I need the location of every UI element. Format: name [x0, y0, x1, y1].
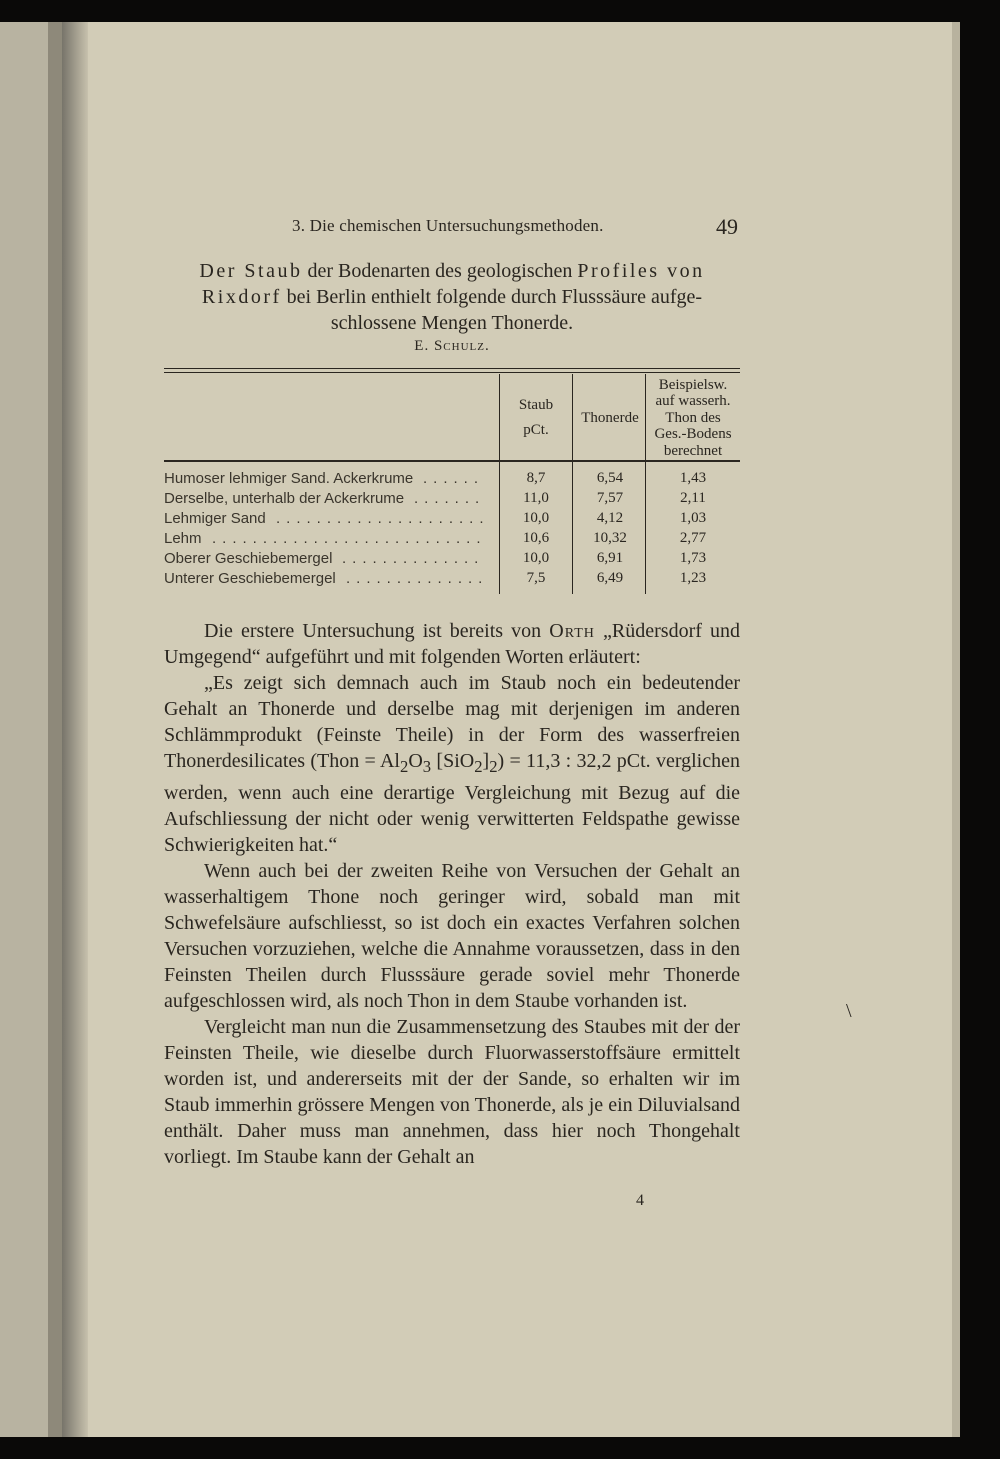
author-orth: Orth — [549, 620, 595, 642]
header-beispiel-4: Ges.-Bodens — [654, 426, 732, 442]
title-text: bei Berlin enthielt folgende durch Flusssäure aufge- — [281, 286, 703, 308]
cell-thonerde: 6,49 — [596, 570, 624, 586]
title-text: der Bodenarten des geologischen — [302, 260, 578, 282]
paragraph-1: Die erstere Untersuchung ist bereits von Orth „Rüdersdorf und Umgegend“ aufgeführt und mit folgenden Worten erläutert: — [164, 620, 741, 668]
cell-staub: 7,5 — [526, 570, 546, 586]
author: E. Schulz. — [414, 338, 490, 354]
table-row-label: Unterer Geschiebemergel .............. — [164, 570, 489, 587]
paragraph-4: Vergleicht man nun die Zusammensetzung des Staubes mit der der Feinsten Theile, wie dieselbe durch Fluorwasserstoffsäure ermittelt worden ist, und andererseits mit der der Sande, so erhalten wir im Staub immerhin grössere Mengen von Thonerde, als je ein Diluvialsand enthält. Daher muss man annehmen, dass hier noch Thongehalt vorliegt. Im Staube kann der Gehalt an — [164, 1016, 740, 1168]
title-spaced-profiles: Profiles von — [577, 260, 705, 282]
paragraph-2: „Es zeigt sich demnach auch im Staub noch ein bedeutender Gehalt an Thonerde und derselbe mag mit derjenigen im anderen Schlämmprodukt (Feinste Theile) in der Form des wasserfreien Thonerdesilicates (Thon = $Al_2O_3$ $[SiO_2]_2) = 11,3$ : 32,2 pCt. verglichen werden, wenn auch eine derartige Vergleichung mit Bezug auf die Aufschliessung der nicht oder wenig verwitterten Feldspathe gewisse Schwierigkeiten hat.“ — [164, 672, 740, 856]
body-text — [164, 618, 740, 1170]
table-row-label: Derselbe, unterhalb der Ackerkrume ....... — [164, 490, 486, 507]
title-spaced-rixdorf: Rixdorf — [201, 286, 282, 308]
cell-thon: 1,03 — [679, 510, 707, 526]
header-beispiel-1: Beispielsw. — [658, 377, 728, 393]
cell-thon: 1,43 — [679, 470, 707, 486]
signature-mark: 4 — [636, 1192, 644, 1209]
header-thonerde: Thonerde — [581, 410, 639, 426]
table-title-line-2 — [164, 284, 740, 310]
paragraph-3: Wenn auch bei der zweiten Reihe von Versuchen der Gehalt an wasserhaltigem Thone noch geringer wird, sobald man mit Schwefelsäure aufschliesst, so ist doch ein exactes Verfahren solchen Versuchen vorzuziehen, welche die Annahme voraussetzen, dass in den Feinsten Theilen durch Flusssäure gerade soviel mehr Thonerde aufgeschlossen wird, als noch Thon in dem Staube vorhanden ist. — [164, 860, 740, 1012]
cell-thonerde: 10,32 — [593, 530, 627, 546]
cell-staub: 10,6 — [522, 530, 550, 546]
page-right-edge — [952, 22, 960, 1437]
table-row-label: Oberer Geschiebemergel .............. — [164, 550, 485, 567]
title-spaced-staub: Der Staub — [199, 260, 303, 282]
header-staub: Staub — [518, 397, 554, 413]
table-column-divider — [499, 374, 500, 594]
dot-leader: ..................... — [276, 510, 490, 527]
header-beispiel-3: Thon des — [665, 410, 721, 426]
cell-thon: 1,73 — [679, 550, 707, 566]
header-beispiel-5: berechnet — [663, 443, 723, 459]
cell-thonerde: 4,12 — [596, 510, 624, 526]
page-number: 49 — [716, 214, 738, 239]
left-page-fold — [48, 22, 62, 1437]
table-header-rule — [164, 460, 740, 462]
table-title-line-3: schlossene Mengen Thonerde. — [330, 312, 574, 334]
cell-thonerde: 6,91 — [596, 550, 624, 566]
book-spine — [62, 22, 88, 1437]
header-beispiel-2: auf wasserh. — [655, 393, 731, 409]
header-staub-unit: pCt. — [523, 422, 549, 438]
table-row-label: Lehmiger Sand ..................... — [164, 510, 490, 527]
dot-leader: ...... — [423, 470, 485, 487]
table-row-label: Humoser lehmiger Sand. Ackerkrume ...... — [164, 470, 485, 487]
table-row-label: Lehm ........................... — [164, 530, 487, 547]
cell-staub: 11,0 — [523, 490, 549, 506]
cell-thon: 2,77 — [679, 530, 707, 546]
running-head: 3. Die chemischen Untersuchungsmethoden. — [292, 216, 604, 235]
dot-leader: .............. — [346, 570, 489, 587]
table-column-divider — [572, 374, 573, 594]
dot-leader: ....... — [414, 490, 486, 507]
cell-staub: 10,0 — [522, 550, 550, 566]
dot-leader: ........................... — [212, 530, 487, 547]
margin-mark: \ — [846, 1000, 852, 1022]
table-top-rule-2 — [164, 372, 740, 373]
cell-thonerde: 6,54 — [596, 470, 624, 486]
table-title-line-1 — [164, 258, 740, 284]
cell-staub: 10,0 — [522, 510, 550, 526]
cell-staub: 8,7 — [526, 470, 546, 486]
table-top-rule — [164, 368, 740, 369]
cell-thon: 1,23 — [679, 570, 707, 586]
dot-leader: .............. — [342, 550, 485, 567]
cell-thon: 2,11 — [680, 490, 706, 506]
cell-thonerde: 7,57 — [596, 490, 624, 506]
